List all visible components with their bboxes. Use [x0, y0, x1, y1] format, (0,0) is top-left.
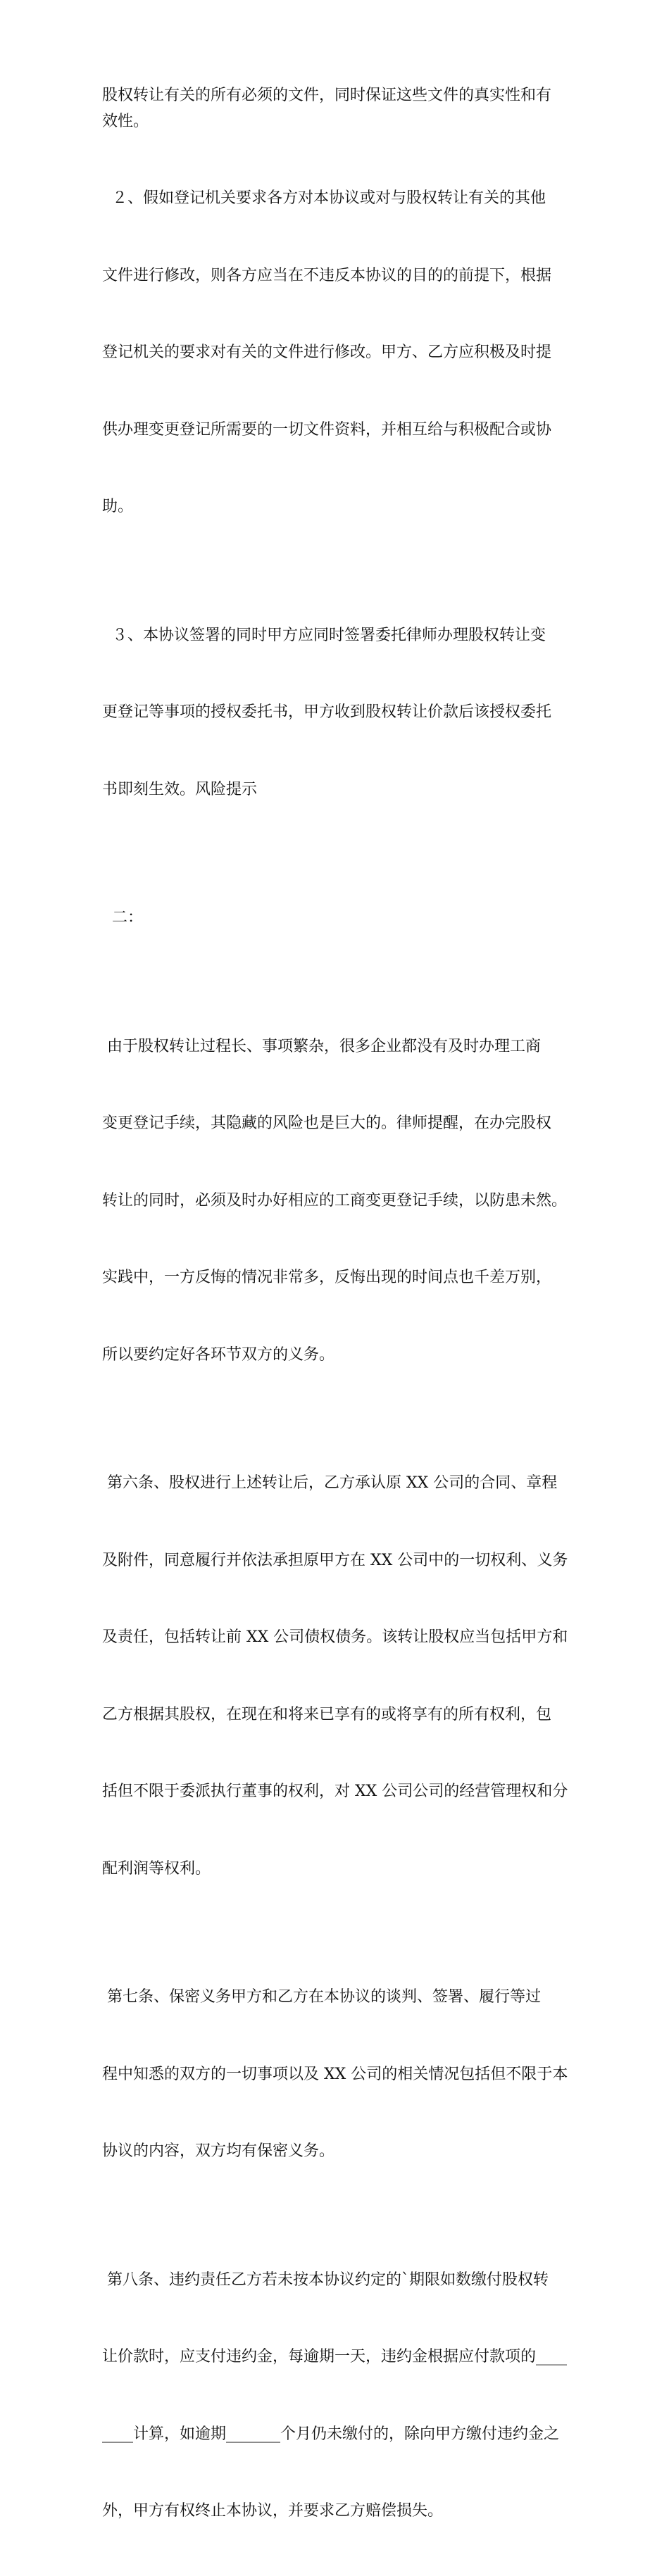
text-line: 括但不限于委派执行董事的权利，对 XX 公司公司的经营管理权和分	[102, 1783, 568, 1800]
text-line: 登记机关的要求对有关的文件进行修改。甲方、乙方应积极及时提	[102, 344, 552, 361]
text-line: 配利润等权利。	[102, 1859, 211, 1878]
text-line: 外，甲方有权终止本协议，并要求乙方赔偿损失。	[102, 2502, 444, 2520]
text-line: 助。	[102, 498, 134, 515]
text-line: 及责任，包括转让前 XX 公司债权债务。该转让股权应当包括甲方和	[102, 1628, 568, 1646]
text-line: 变更登记手续，其隐藏的风险也是巨大的。律师提醒，在办完股权	[102, 1114, 552, 1132]
text-line: 所以要约定好各环节双方的义务。	[102, 1345, 335, 1364]
text-line: 效性。	[102, 112, 149, 130]
paragraph-article-8	[102, 2216, 581, 2576]
text-line: ２、假如登记机关要求各方对本协议或对与股权转让有关的其他	[102, 189, 546, 207]
text-line: 协议的内容，双方均有保密义务。	[102, 2142, 335, 2160]
text-line: ３、本协议签署的同时甲方应同时签署委托律师办理股权转让变	[102, 626, 546, 644]
paragraph-item-2	[102, 134, 581, 572]
paragraph-article-7	[102, 1933, 581, 2216]
text-line: 第六条、股权进行上述转让后，乙方承认原 XX 公司的合同、章程	[102, 1474, 558, 1492]
text-line: 乙方根据其股权，在现在和将来已享有的或将享有的所有权利，包	[102, 1705, 552, 1723]
text-line: 股权转让有关的所有必须的文件，同时保证这些文件的真实性和有	[102, 87, 552, 104]
paragraph-continuation	[102, 83, 581, 134]
text-line: 由于股权转让过程长、事项繁杂，很多企业都没有及时办理工商	[102, 1037, 541, 1055]
text-line: ____计算，如逾期_______个月仍未缴付的，除向甲方缴付违约金之	[102, 2425, 560, 2443]
paragraph-item-3	[102, 572, 581, 855]
text-line: 书即刻生效。风险提示	[102, 780, 258, 798]
text-line: 程中知悉的双方的一切事项以及 XX 公司的相关情况包括但不限于本	[102, 2065, 568, 2083]
text-line: 文件进行修改，则各方应当在不违反本协议的目的的前提下，根据	[102, 266, 552, 284]
text-line: 第八条、违约责任乙方若未按本协议约定的`期限如数缴付股权转	[102, 2270, 549, 2289]
section-heading-two	[102, 854, 581, 983]
text-line: 实践中，一方反悔的情况非常多，反悔出现的时间点也千差万别，	[102, 1269, 552, 1286]
text-line: 第七条、保密义务甲方和乙方在本协议的谈判、签署、履行等过	[102, 1988, 541, 2006]
document-page	[102, 83, 581, 2576]
text-line: 更登记等事项的授权委托书，甲方收到股权转让价款后该授权委托	[102, 703, 552, 721]
paragraph-article-6	[102, 1419, 581, 1933]
paragraph-risk-notice	[102, 983, 581, 1420]
text-line: 供办理变更登记所需要的一切文件资料，并相互给与积极配合或协	[102, 420, 552, 439]
text-line: 让价款时，应支付违约金，每逾期一天，违约金根据应付款项的____	[102, 2348, 568, 2365]
text-line: 二：	[102, 909, 143, 926]
text-line: 及附件，同意履行并依法承担原甲方在 XX 公司中的一切权利、义务	[102, 1551, 568, 1569]
text-line: 转让的同时，必须及时办好相应的工商变更登记手续，以防患未然。	[102, 1191, 568, 1210]
